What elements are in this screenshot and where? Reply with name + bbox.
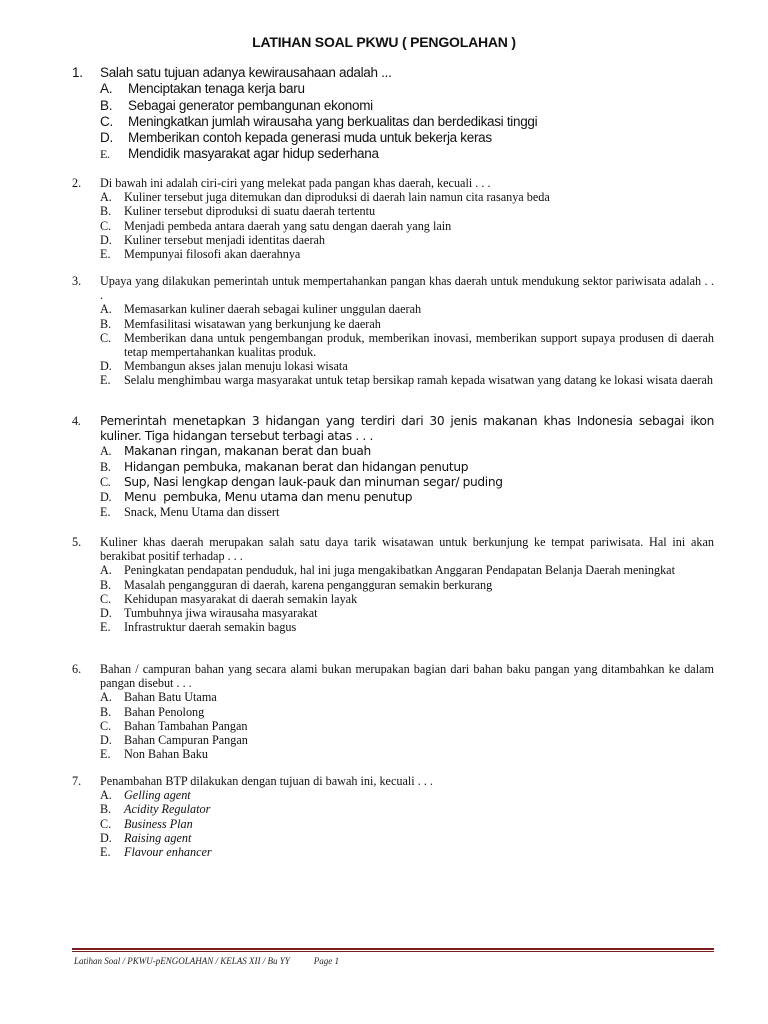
option-text: Snack, Menu Utama dan dissert bbox=[124, 505, 280, 520]
question-number: 3. bbox=[72, 274, 82, 288]
option-letter: D. bbox=[100, 490, 112, 505]
option-text: Menu pembuka, Menu utama dan menu penutup bbox=[124, 490, 413, 505]
option-text: Kuliner tersebut diproduksi di suatu daerah tertentu bbox=[124, 204, 376, 219]
question-text: Bahan / campuran bahan yang secara alami bukan merupakan bagian dari bahan baku pangan yang ditambahkan ke dalam pangan disebut . . . bbox=[100, 662, 714, 691]
option-letter: D. bbox=[100, 606, 112, 621]
option-a bbox=[72, 302, 714, 316]
option-letter: A. bbox=[100, 81, 113, 97]
option-text: Meningkatkan jumlah wirausaha yang berkualitas dan berdedikasi tinggi bbox=[128, 113, 538, 129]
option-text: Acidity Regulator bbox=[124, 802, 211, 817]
option-text: Memberikan contoh kepada generasi muda untuk bekerja keras bbox=[128, 130, 492, 146]
option-text: Mempunyai filosofi akan daerahnya bbox=[124, 247, 301, 262]
question-stem bbox=[72, 535, 714, 563]
option-letter: B. bbox=[100, 316, 112, 331]
page-number: Page 1 bbox=[313, 956, 340, 966]
question-text: Di bawah ini adalah ciri-ciri yang melekat pada pangan khas daerah, kecuali . . . bbox=[100, 176, 491, 190]
question-text: Salah satu tujuan adanya kewirausahaan adalah ... bbox=[100, 65, 392, 80]
question-number: 5. bbox=[72, 535, 82, 549]
question-number: 1. bbox=[72, 65, 83, 80]
option-letter: E. bbox=[100, 147, 110, 162]
option-letter: C. bbox=[100, 218, 112, 233]
option-c bbox=[72, 331, 714, 359]
question-7 bbox=[72, 774, 714, 859]
option-text: Business Plan bbox=[124, 816, 193, 831]
option-text: Kehidupan masyarakat di daerah semakin layak bbox=[124, 591, 358, 606]
option-text: Bahan Batu Utama bbox=[124, 690, 217, 705]
option-e bbox=[72, 505, 714, 520]
option-b bbox=[72, 705, 714, 719]
question-text: Upaya yang dilakukan pemerintah untuk mempertahankan pangan khas daerah untuk mendukung sektor pariwisata adalah . . . bbox=[100, 274, 714, 303]
option-c bbox=[72, 817, 714, 831]
option-text: Memberikan dana untuk pengembangan produk, memberikan inovasi, memberikan support supaya produsen di daerah tetap mempertahankan kualitas produk. bbox=[124, 330, 714, 360]
question-stem bbox=[72, 176, 714, 190]
question-1 bbox=[72, 65, 714, 163]
option-letter: C. bbox=[100, 591, 112, 606]
option-text: Hidangan pembuka, makanan berat dan hidangan penutup bbox=[124, 459, 469, 474]
option-letter: D. bbox=[100, 733, 112, 748]
option-b bbox=[72, 460, 714, 475]
option-text: Raising agent bbox=[124, 830, 192, 845]
option-text: Tumbuhnya jiwa wirausaha masyarakat bbox=[124, 606, 318, 621]
option-text: Memasarkan kuliner daerah sebagai kuliner unggulan daerah bbox=[124, 302, 422, 317]
question-stem bbox=[72, 774, 714, 788]
option-letter: B. bbox=[100, 97, 113, 113]
option-letter: E. bbox=[100, 845, 111, 860]
question-text: Penambahan BTP dilakukan dengan tujuan di bawah ini, kecuali . . . bbox=[100, 774, 433, 788]
option-c bbox=[72, 475, 714, 490]
option-d bbox=[72, 606, 714, 620]
option-c bbox=[72, 719, 714, 733]
option-a bbox=[72, 563, 714, 577]
option-c bbox=[72, 114, 714, 130]
option-letter: E. bbox=[100, 505, 111, 520]
option-letter: B. bbox=[100, 459, 111, 474]
question-stem bbox=[72, 65, 714, 81]
option-letter: C. bbox=[100, 330, 112, 345]
option-letter: A. bbox=[100, 788, 112, 803]
option-text: Peningkatan pendapatan penduduk, hal ini juga mengakibatkan Anggaran Pendapatan Belanja Daerah meningkat bbox=[124, 563, 675, 578]
option-b bbox=[72, 578, 714, 592]
option-letter: E. bbox=[100, 620, 111, 635]
option-a bbox=[72, 81, 714, 97]
option-text: Mendidik masyarakat agar hidup sederhana bbox=[128, 146, 379, 162]
option-e bbox=[72, 620, 714, 634]
option-letter: A. bbox=[100, 190, 112, 205]
footer-divider bbox=[72, 948, 714, 952]
option-letter: E. bbox=[100, 247, 111, 262]
option-letter: B. bbox=[100, 577, 112, 592]
option-d bbox=[72, 490, 714, 505]
option-letter: D. bbox=[100, 830, 112, 845]
option-b bbox=[72, 317, 714, 331]
option-letter: D. bbox=[100, 359, 112, 374]
question-5 bbox=[72, 535, 714, 634]
option-letter: B. bbox=[100, 802, 112, 817]
option-text: Gelling agent bbox=[124, 788, 191, 803]
question-text: Kuliner khas daerah merupakan salah satu daya tarik wisatawan untuk berkunjung ke tempat pariwisata. Hal ini akan berakibat positif terhadap . . . bbox=[100, 535, 714, 564]
question-number: 6. bbox=[72, 662, 82, 676]
option-letter: A. bbox=[100, 563, 112, 578]
option-letter: C. bbox=[100, 474, 111, 489]
option-text: Kuliner tersebut juga ditemukan dan diproduksi di daerah lain namun cita rasanya beda bbox=[124, 190, 550, 205]
footer-text: Latihan Soal / PKWU-pENGOLAHAN / KELAS XII / Bu YY bbox=[74, 956, 290, 966]
option-a bbox=[72, 190, 714, 204]
option-letter: A. bbox=[100, 302, 112, 317]
option-text: Menciptakan tenaga kerja baru bbox=[128, 81, 305, 97]
option-e bbox=[72, 146, 714, 162]
option-letter: A. bbox=[100, 444, 112, 459]
question-stem bbox=[72, 414, 714, 444]
question-2 bbox=[72, 176, 714, 261]
question-stem bbox=[72, 274, 714, 302]
option-letter: B. bbox=[100, 704, 112, 719]
option-letter: C. bbox=[100, 113, 113, 129]
option-text: Makanan ringan, makanan berat dan buah bbox=[124, 444, 371, 459]
option-text: Sebagai generator pembangunan ekonomi bbox=[128, 97, 373, 113]
option-a bbox=[72, 444, 714, 459]
option-e bbox=[72, 373, 714, 387]
option-text: Flavour enhancer bbox=[124, 845, 212, 860]
option-text: Menjadi pembeda antara daerah yang satu dengan daerah yang lain bbox=[124, 218, 452, 233]
question-4 bbox=[72, 414, 714, 520]
question-6 bbox=[72, 662, 714, 761]
option-b bbox=[72, 204, 714, 218]
question-stem bbox=[72, 662, 714, 690]
option-a bbox=[72, 690, 714, 704]
option-e bbox=[72, 747, 714, 761]
option-letter: B. bbox=[100, 204, 112, 219]
option-letter: E. bbox=[100, 373, 111, 388]
option-b bbox=[72, 802, 714, 816]
question-3 bbox=[72, 274, 714, 388]
question-number: 4. bbox=[72, 414, 81, 428]
option-letter: C. bbox=[100, 718, 112, 733]
option-text: Masalah pengangguran di daerah, karena pengangguran semakin berkurang bbox=[124, 577, 493, 592]
question-number: 7. bbox=[72, 774, 82, 788]
option-e bbox=[72, 247, 714, 261]
option-c bbox=[72, 592, 714, 606]
option-text: Kuliner tersebut menjadi identitas daerah bbox=[124, 232, 326, 247]
option-letter: C. bbox=[100, 816, 112, 831]
option-letter: D. bbox=[100, 130, 113, 146]
option-d bbox=[72, 831, 714, 845]
option-letter: D. bbox=[100, 232, 112, 247]
option-text: Bahan Campuran Pangan bbox=[124, 733, 248, 748]
option-text: Selalu menghimbau warga masyarakat untuk tetap bersikap ramah kepada wisatwan yang datang ke lokasi wisata daerah bbox=[124, 373, 713, 388]
option-d bbox=[72, 733, 714, 747]
option-d bbox=[72, 233, 714, 247]
page-footer bbox=[74, 956, 339, 966]
option-text: Infrastruktur daerah semakin bagus bbox=[124, 620, 297, 635]
option-text: Sup, Nasi lengkap dengan lauk-pauk dan minuman segar/ puding bbox=[124, 474, 503, 489]
option-text: Memfasilitasi wisatawan yang berkunjung ke daerah bbox=[124, 316, 381, 331]
option-text: Non Bahan Baku bbox=[124, 747, 208, 762]
option-text: Bahan Penolong bbox=[124, 704, 205, 719]
option-d bbox=[72, 130, 714, 146]
option-text: Bahan Tambahan Pangan bbox=[124, 718, 248, 733]
option-c bbox=[72, 219, 714, 233]
option-text: Membangun akses jalan menuju lokasi wisata bbox=[124, 359, 348, 374]
option-a bbox=[72, 788, 714, 802]
option-letter: A. bbox=[100, 690, 112, 705]
page-title: LATIHAN SOAL PKWU ( PENGOLAHAN ) bbox=[252, 34, 516, 50]
option-e bbox=[72, 845, 714, 859]
question-text: Pemerintah menetapkan 3 hidangan yang terdiri dari 30 jenis makanan khas Indonesia sebagai ikon kuliner. Tiga hidangan tersebut terbagi atas . . . bbox=[100, 414, 714, 444]
option-d bbox=[72, 359, 714, 373]
option-b bbox=[72, 98, 714, 114]
option-letter: E. bbox=[100, 747, 111, 762]
question-number: 2. bbox=[72, 176, 82, 190]
